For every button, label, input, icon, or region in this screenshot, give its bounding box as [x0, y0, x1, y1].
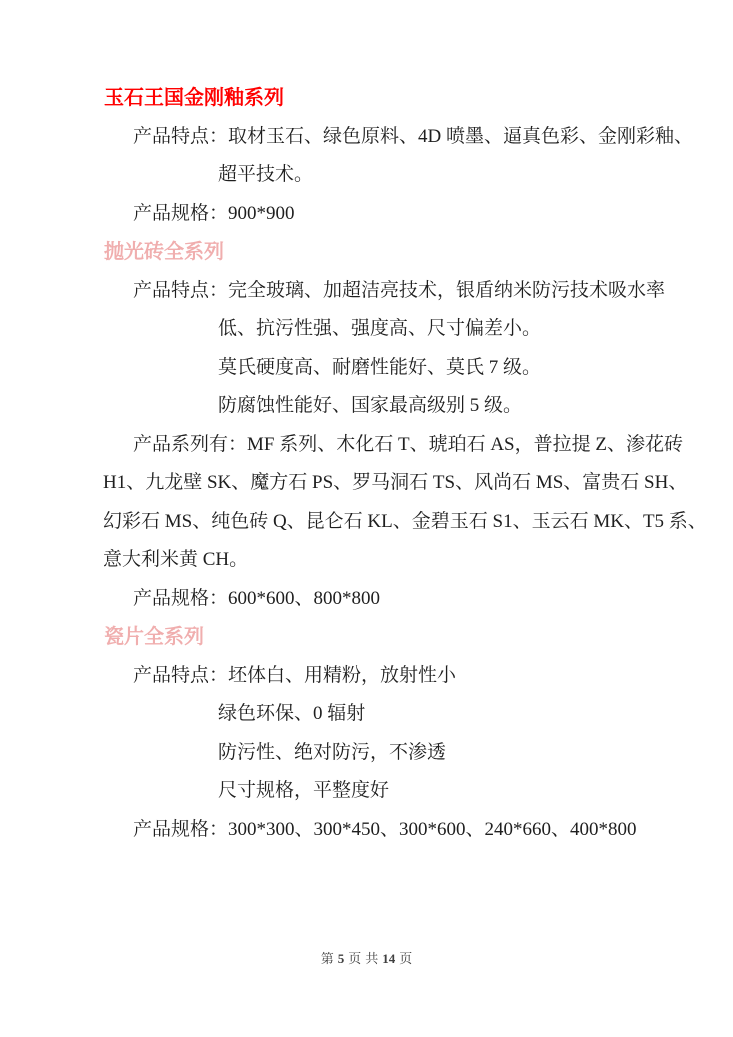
product-series-cont-line: 幻彩石 MS、纯色砖 Q、昆仑石 KL、金碧玉石 S1、玉云石 MK、T5 系、: [103, 510, 707, 532]
product-features-line: 产品特点：完全玻璃、加超洁亮技术，银盾纳米防污技术吸水率: [133, 279, 666, 301]
product-features-cont-line: 超平技术。: [218, 164, 314, 185]
product-series-cont-line: 意大利米黄 CH。: [103, 549, 249, 570]
product-specs-line: 产品规格：600*600、800*800: [133, 587, 381, 609]
footer-mid1: 页: [348, 951, 362, 966]
page-number-footer: [0, 948, 733, 967]
current-page-number: 5: [337, 951, 345, 966]
product-features-cont-line: 防污性、绝对防污，不渗透: [218, 741, 447, 763]
product-features-line: 产品特点：取材玉石、绿色原料、4D 喷墨、逼真色彩、金刚彩釉、: [133, 125, 693, 147]
product-series-line: 产品系列有：MF 系列、木化石 T、琥珀石 AS，普拉提 Z、渗花砖: [133, 433, 683, 455]
product-features-line: 产品特点：坯体白、用精粉，放射性小: [133, 664, 457, 686]
product-features-cont-line: 绿色环保、0 辐射: [218, 703, 366, 724]
footer-suffix: 页: [399, 951, 413, 966]
footer-mid2: 共: [365, 951, 379, 966]
footer-prefix: 第: [320, 951, 334, 966]
section-2-heading: 抛光砖全系列: [104, 241, 224, 263]
product-features-cont-line: 莫氏硬度高、耐磨性能好、莫氏 7 级。: [218, 356, 542, 378]
product-features-cont-line: 低、抗污性强、强度高、尺寸偏差小。: [218, 318, 542, 339]
section-3-heading: 瓷片全系列: [104, 626, 204, 648]
product-features-cont-line: 尺寸规格，平整度好: [218, 780, 390, 801]
section-1-heading: 玉石王国金刚釉系列: [104, 87, 284, 109]
product-specs-line: 产品规格：900*900: [133, 202, 295, 224]
total-page-number: 14: [382, 951, 396, 966]
product-series-cont-line: H1、九龙壁 SK、魔方石 PS、罗马洞石 TS、风尚石 MS、富贵石 SH、: [103, 472, 688, 493]
product-specs-line: 产品规格：300*300、300*450、300*600、240*660、400*800: [133, 818, 637, 840]
product-features-cont-line: 防腐蚀性能好、国家最高级别 5 级。: [218, 395, 523, 416]
